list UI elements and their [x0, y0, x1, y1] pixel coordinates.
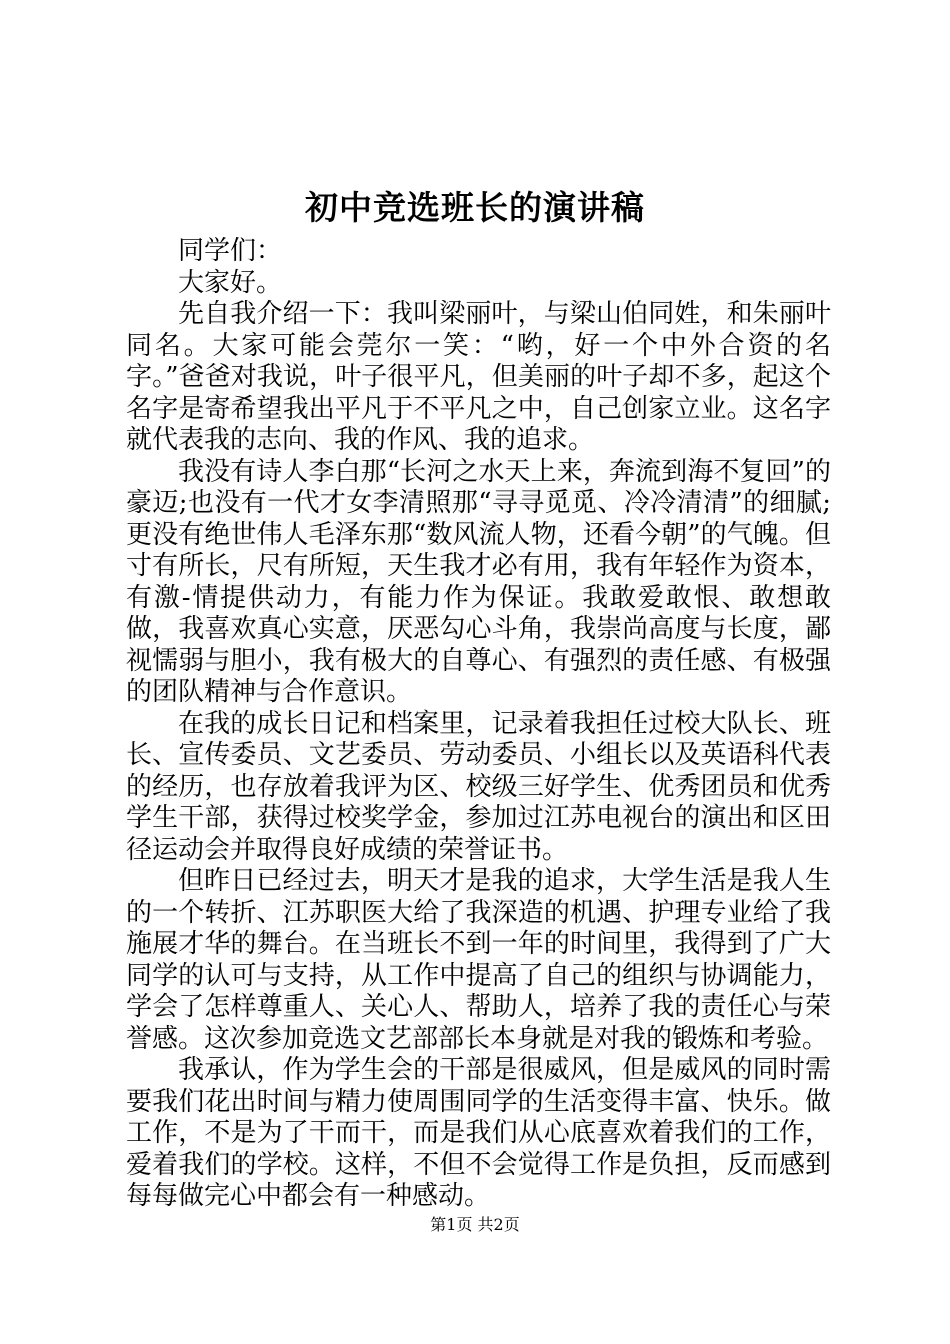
- paragraph-self-introduction: 先自我介绍一下：我叫梁丽叶，与梁山伯同姓，和朱丽叶同名。大家可能会莞尔一笑：“哟，好一个中外合资的名字。”爸爸对我说，叶子很平凡，但美丽的叶子却不多，起这个名字是寄希望我出平凡于不平凡之中，自己创家立业。这名字就代表我的志向、我的作风、我的追求。: [126, 299, 831, 455]
- document-body: [126, 236, 831, 1213]
- paragraph-greeting: 同学们：: [178, 236, 283, 266]
- page-number-footer: 第1页 共2页: [430, 1215, 520, 1234]
- paragraph-hello: 大家好。: [178, 267, 283, 298]
- paragraph-personality: 我没有诗人李白那“长河之水天上来，奔流到海不复回”的豪迈;也没有一代才女李清照那“寻寻觅觅、冷冷清清”的细腻;更没有绝世伟人毛泽东那“数风流人物，还看今朝”的气魄。但寸有所长，尺有所短，天生我才必有用，我有年轻作为资本，有激-情提供动力，有能力作为保证。我敢爱敢恨、敢想敢做，我喜欢真心实意，厌恶勾心斗角，我崇尚高度与长度，鄙视懦弱与胆小，我有极大的自尊心、有强烈的责任感、有极强的团队精神与合作意识。: [126, 456, 831, 707]
- paragraph-commitment: 我承认，作为学生会的干部是很威风，但是威风的同时需要我们花出时间与精力使周围同学的生活变得丰富、快乐。做工作，不是为了干而干，而是我们从心底喜欢着我们的工作，爱着我们的学校。这样，不但不会觉得工作是负担，反而感到每每做完心中都会有一种感动。: [126, 1055, 831, 1211]
- document-title: 初中竞选班长的演讲稿: [305, 188, 645, 227]
- paragraph-future: 但昨日已经过去，明天才是我的追求，大学生活是我人生的一个转折、江苏职医大给了我深造的机遇、护理专业给了我施展才华的舞台。在当班长不到一年的时间里，我得到了广大同学的认可与支持，从工作中提高了自己的组织与协调能力，学会了怎样尊重人、关心人、帮助人，培养了我的责任心与荣誉感。这次参加竞选文艺部部长本身就是对我的锻炼和考验。: [126, 866, 831, 1054]
- paragraph-experience: 在我的成长日记和档案里，记录着我担任过校大队长、班长、宣传委员、文艺委员、劳动委员、小组长以及英语科代表的经历，也存放着我评为区、校级三好学生、优秀团员和优秀学生干部，获得过校奖学金，参加过江苏电视台的演出和区田径运动会并取得良好成绩的荣誉证书。: [126, 708, 831, 865]
